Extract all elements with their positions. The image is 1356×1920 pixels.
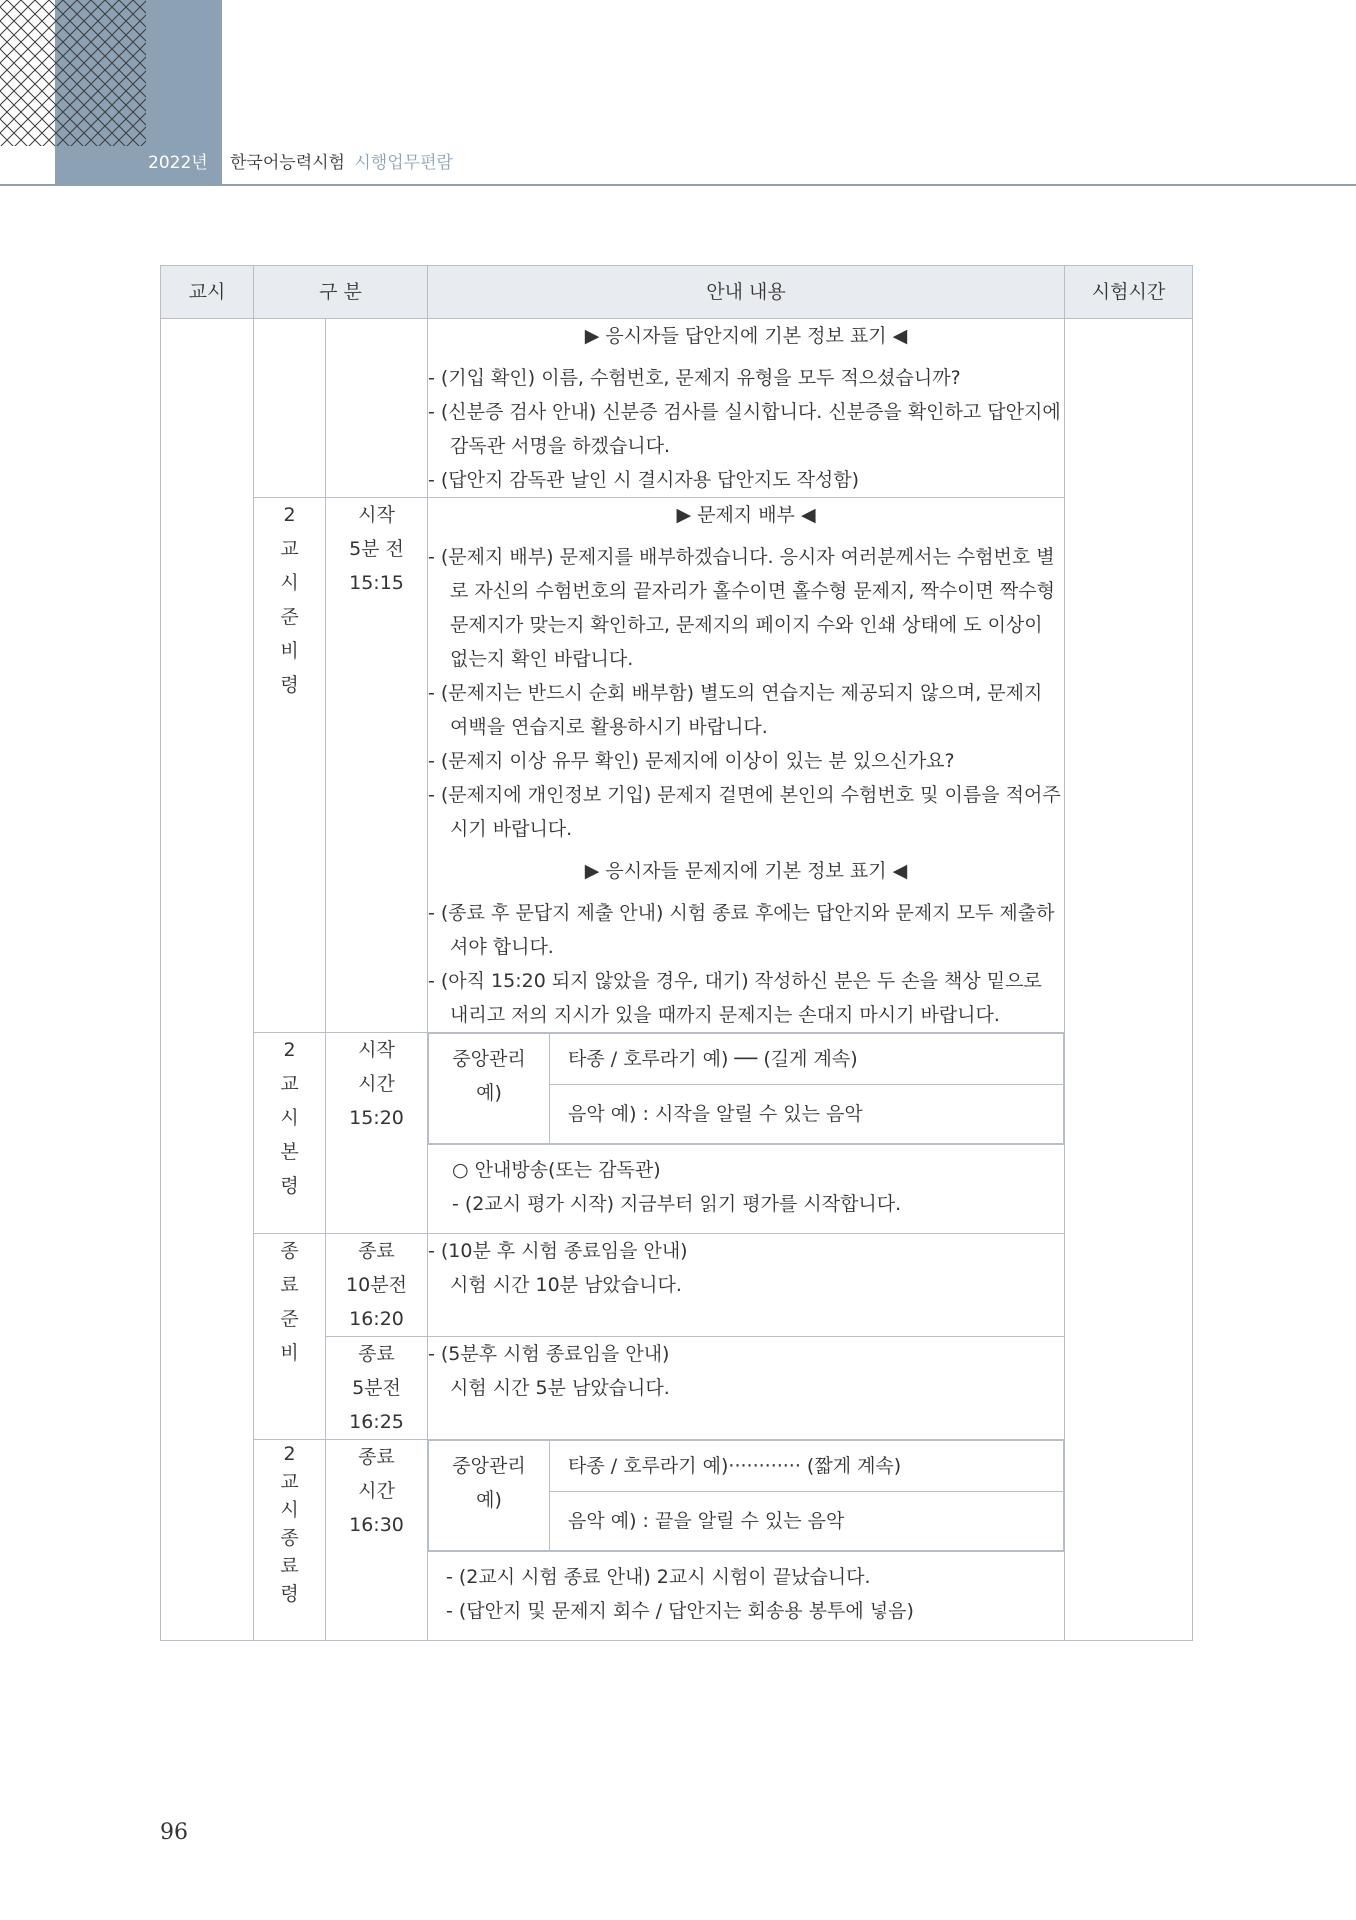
guide-line: - (신분증 검사 안내) 신분증 검사를 실시합니다. 신분증을 확인하고 답안지에 감독관 서명을 하겠습니다.: [428, 401, 1061, 457]
control-label: 중앙관리 예): [429, 1034, 550, 1144]
time-label: 시작 시간 15:20: [326, 1033, 428, 1234]
period-label: 2 교 시 종 료 령: [254, 1440, 326, 1641]
music-example: 음악 예) : 끝을 알릴 수 있는 음악: [550, 1492, 1064, 1551]
period-label: 2 교 시 본 령: [254, 1033, 326, 1234]
page-number: 96: [160, 1820, 188, 1845]
table-row: [161, 1234, 1193, 1337]
announce-block: [428, 1144, 1064, 1233]
guide-line: - (종료 후 문답지 제출 안내) 시험 종료 후에는 답안지와 문제지 모두 제출하셔야 합니다.: [428, 902, 1055, 958]
guide-line: - (5분후 시험 종료임을 안내): [428, 1343, 670, 1365]
time-label: 시작 5분 전 15:15: [326, 498, 428, 1033]
table-row: [161, 498, 1193, 1033]
period-cell: [161, 319, 254, 1641]
table-row: [161, 1440, 1193, 1641]
header-exam-time: 시험시간: [1065, 266, 1193, 319]
announce-title: ○ 안내방송(또는 감독관): [452, 1159, 661, 1181]
exam-time-cell: [1065, 319, 1193, 1641]
guide-line: 시험 시간 5분 남았습니다.: [450, 1377, 670, 1399]
content-cell: [428, 1337, 1065, 1440]
category-cell: [254, 319, 326, 498]
content-cell: [428, 1033, 1065, 1234]
time-label: 종료 시간 16:30: [326, 1440, 428, 1641]
content-cell: [428, 319, 1065, 498]
guide-line: - (문제지는 반드시 순회 배부함) 별도의 연습지는 제공되지 않으며, 문제지 여백을 연습지로 활용하시기 바랍니다.: [428, 682, 1043, 738]
section-title: ▶ 응시자들 답안지에 기본 정보 표기 ◀: [584, 325, 908, 347]
guide-line: - (문제지 이상 유무 확인) 문제지에 이상이 있는 분 있으신가요?: [428, 750, 955, 772]
content-cell: [428, 498, 1065, 1033]
guide-line: 시험 시간 10분 남았습니다.: [450, 1274, 682, 1296]
header-year: 2022년: [148, 153, 208, 173]
guide-line: - (2교시 시험 종료 안내) 2교시 시험이 끝났습니다.: [446, 1566, 871, 1588]
bell-example: 타종 / 호루라기 예)············ (짧게 계속): [550, 1441, 1064, 1492]
period-label: 2 교 시 준 비 령: [254, 498, 326, 1033]
music-example: 음악 예) : 시작을 알릴 수 있는 음악: [550, 1085, 1064, 1144]
header-rule: [0, 184, 1356, 186]
guide-line: - (답안지 감독관 날인 시 결시자용 답안지도 작성함): [428, 469, 860, 491]
table-row: [161, 319, 1193, 498]
period-label: 종 료 준 비: [254, 1234, 326, 1440]
bell-example: 타종 / 호루라기 예) ── (길게 계속): [550, 1034, 1064, 1085]
header-subtitle: 시행업무편람: [354, 153, 453, 173]
guide-line: - (10분 후 시험 종료임을 안내): [428, 1240, 688, 1262]
time-label: 종료 5분전 16:25: [326, 1337, 428, 1440]
header-title: [230, 148, 453, 173]
section-title: ▶ 문제지 배부 ◀: [676, 504, 816, 526]
header-content: 안내 내용: [428, 266, 1065, 319]
announce-block: [428, 1551, 1064, 1640]
guide-line: - (기입 확인) 이름, 수험번호, 문제지 유형을 모두 적으셨습니까?: [428, 367, 961, 389]
header-title-main: 한국어능력시험: [230, 153, 345, 173]
table-row: [161, 1033, 1193, 1234]
lattice-pattern: [0, 0, 146, 146]
table-header-row: [161, 266, 1193, 319]
control-table: [428, 1440, 1064, 1551]
guide-line: - (문제지에 개인정보 기입) 문제지 겉면에 본인의 수험번호 및 이름을 적어주시기 바랍니다.: [428, 784, 1061, 840]
guide-line: - (2교시 평가 시작) 지금부터 읽기 평가를 시작합니다.: [452, 1193, 902, 1215]
header-category: 구 분: [254, 266, 428, 319]
exam-guide-table: [160, 265, 1193, 1641]
content-cell: [428, 1234, 1065, 1337]
content-cell: [428, 1440, 1065, 1641]
time-label: 종료 10분전 16:20: [326, 1234, 428, 1337]
guide-line: - (답안지 및 문제지 회수 / 답안지는 회송용 봉투에 넣음): [446, 1600, 914, 1622]
control-label: 중앙관리 예): [429, 1441, 550, 1551]
guide-line: - (아직 15:20 되지 않았을 경우, 대기) 작성하신 분은 두 손을 책상 밑으로 내리고 저의 지시가 있을 때까지 문제지는 손대지 마시기 바랍니다.: [428, 970, 1042, 1026]
time-cell: [326, 319, 428, 498]
header-period: 교시: [161, 266, 254, 319]
section-title: ▶ 응시자들 문제지에 기본 정보 표기 ◀: [584, 860, 908, 882]
guide-line: - (문제지 배부) 문제지를 배부하겠습니다. 응시자 여러분께서는 수험번호 별로 자신의 수험번호의 끝자리가 홀수이면 홀수형 문제지, 짝수이면 짝수형 문제지가 맞는지 확인하고, 문제지의 페이지 수와 인쇄 상태에 도 이상이 없는지 확인 바랍니다.: [428, 546, 1055, 670]
control-table: [428, 1033, 1064, 1144]
